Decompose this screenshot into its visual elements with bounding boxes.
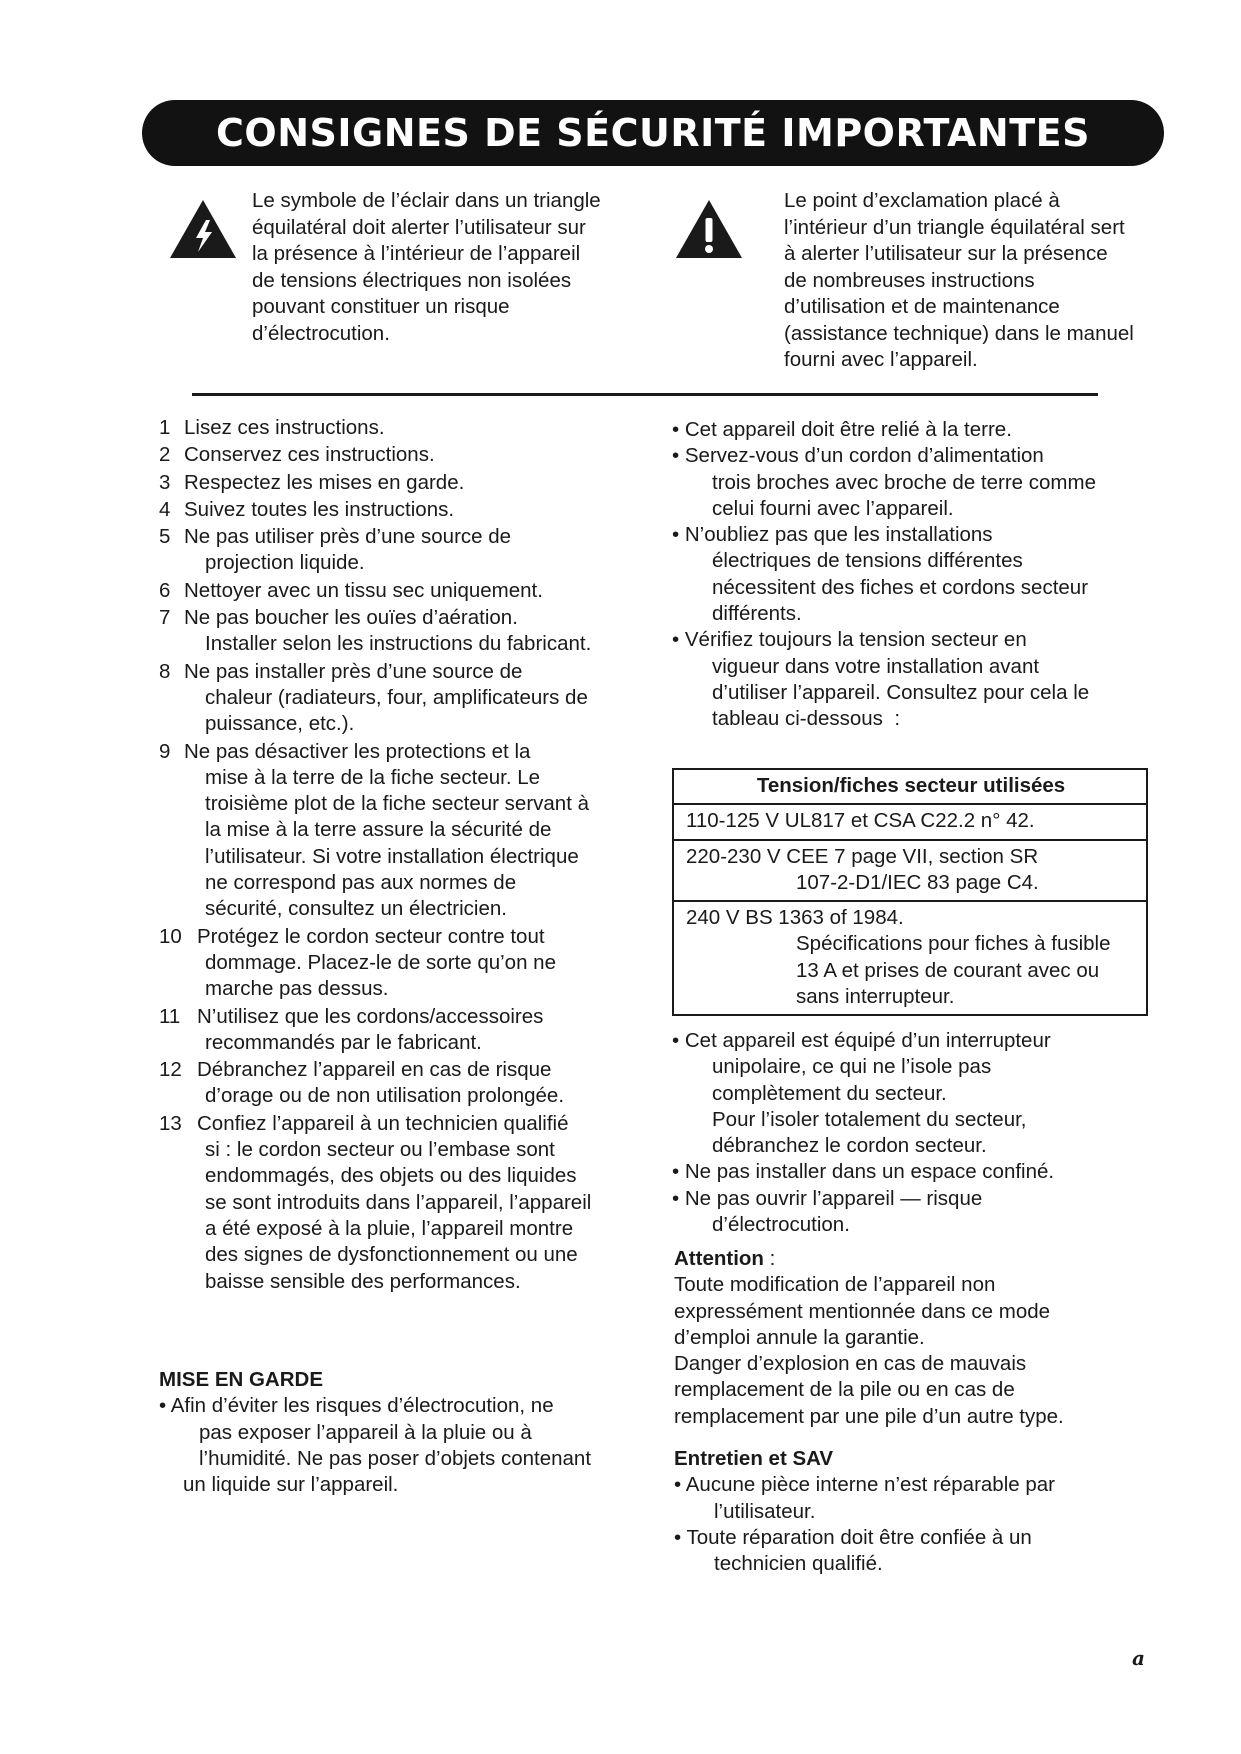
attention-heading: Attention — [674, 1247, 764, 1270]
voltage-spec-detail: 107-2-D1/IEC 83 page C4. — [796, 870, 1039, 894]
voltage-table-row — [673, 840, 1147, 902]
instruction-text: des signes de dysfonctionnement ou une — [205, 1243, 578, 1267]
attention-line: remplacement par une pile d’un autre type. — [674, 1404, 1064, 1428]
bullet-line: électriques de tensions différentes — [712, 549, 1023, 573]
bullet-line: • Vérifiez toujours la tension secteur en — [672, 628, 1027, 652]
instruction-line — [159, 817, 639, 843]
instruction-text: sécurité, consultez un électricien. — [205, 897, 507, 921]
attention-section — [674, 1246, 1154, 1430]
instruction-line — [159, 1083, 639, 1109]
instruction-number: 11 — [159, 1004, 181, 1028]
instruction-item — [159, 415, 639, 441]
bullet-line: nécessitent des fiches et cordons secteur — [712, 575, 1089, 599]
voltage-spec: 220-230 V CEE 7 page VII, section SR — [686, 844, 1039, 868]
instruction-line — [159, 1216, 639, 1242]
instruction-line — [159, 659, 639, 685]
attention-colon: : — [763, 1247, 776, 1270]
instruction-text: Ne pas utiliser près d’une source de — [184, 525, 512, 549]
instruction-line — [159, 976, 639, 1002]
mise-en-garde-heading: MISE EN GARDE — [159, 1368, 324, 1391]
instruction-item — [159, 470, 639, 496]
instruction-text: projection liquide. — [205, 551, 365, 575]
instruction-number: 8 — [159, 659, 171, 683]
bullet-item — [674, 1525, 1154, 1578]
instruction-line — [159, 1190, 639, 1216]
instruction-line — [159, 1269, 639, 1295]
bullet-line: vigueur dans votre installation avant — [712, 654, 1040, 678]
instruction-line — [159, 578, 639, 604]
instruction-text: baisse sensible des performances. — [205, 1269, 521, 1293]
instruction-text: Confiez l’appareil à un technicien qualifié — [197, 1111, 569, 1135]
instruction-item — [159, 605, 639, 658]
instruction-text: a été exposé à la pluie, l’appareil montre — [205, 1216, 574, 1240]
instruction-item — [159, 442, 639, 468]
instruction-text: Nettoyer avec un tissu sec uniquement. — [184, 578, 543, 602]
entretien-bullets — [674, 1472, 1154, 1577]
bullet-line: différents. — [712, 602, 802, 626]
attention-line: d’emploi annule la garantie. — [674, 1325, 925, 1349]
mise-en-garde-text — [159, 1393, 639, 1498]
instructions-list — [159, 415, 639, 1296]
bullet-line: • Aucune pièce interne n’est réparable par — [674, 1473, 1055, 1497]
section-divider — [192, 393, 1098, 396]
instruction-line — [159, 791, 639, 817]
instruction-text: d’orage ou de non utilisation prolongée. — [205, 1084, 565, 1108]
instruction-text: endommagés, des objets ou des liquides — [205, 1164, 577, 1188]
lightning-triangle-icon — [168, 198, 238, 260]
instruction-number: 5 — [159, 525, 171, 549]
bullet-item — [672, 1028, 1152, 1159]
lightning-warning-text: Le symbole de l’éclair dans un triangle équilatéral doit alerter l’utilisateur sur la présence à l’intérieur de l’appareil de tensions électriques non isolées pouvant constituer un risque d’électrocution. — [252, 189, 601, 345]
voltage-spec: 240 V BS 1363 of 1984. — [686, 906, 904, 930]
bullet-line: • Cet appareil doit être relié à la terre. — [672, 418, 1012, 441]
instruction-line — [159, 497, 639, 523]
instruction-line — [159, 739, 639, 765]
instruction-item — [159, 924, 639, 1003]
instruction-text: Installer selon les instructions du fabricant. — [205, 632, 592, 656]
bullet-line: d’utiliser l’appareil. Consultez pour cela le — [712, 680, 1090, 704]
instruction-text: Lisez ces instructions. — [184, 416, 385, 439]
attention-line: expressément mentionnée dans ce mode — [674, 1299, 1051, 1323]
voltage-spec-detail: 13 A et prises de courant avec ou — [796, 958, 1100, 982]
voltage-table-row — [673, 901, 1147, 1015]
instruction-number: 3 — [159, 470, 171, 494]
mise-en-garde-line: pas exposer l’appareil à la pluie ou à — [199, 1420, 532, 1444]
attention-line: Toute modification de l’appareil non — [674, 1273, 996, 1297]
instruction-number: 6 — [159, 578, 171, 602]
instruction-line — [159, 1004, 639, 1030]
bullet-line: débranchez le cordon secteur. — [712, 1134, 987, 1158]
bullet-item — [672, 522, 1152, 627]
voltage-table-cell — [673, 840, 1147, 902]
instruction-number: 13 — [159, 1111, 182, 1135]
instruction-line — [159, 844, 639, 870]
instruction-item — [159, 659, 639, 738]
bullet-item — [672, 627, 1152, 732]
voltage-table-header: Tension/fiches secteur utilisées — [673, 769, 1147, 804]
instruction-text: Suivez toutes les instructions. — [184, 497, 455, 521]
instruction-text: Protégez le cordon secteur contre tout — [197, 924, 545, 948]
instruction-text: Ne pas désactiver les protections et la — [184, 739, 531, 763]
instruction-line — [159, 524, 639, 550]
voltage-table-cell — [673, 804, 1147, 839]
voltage-spec-detail: sans interrupteur. — [796, 985, 955, 1009]
power-bullets — [672, 417, 1152, 733]
instruction-line — [159, 896, 639, 922]
bullet-line: • Cet appareil est équipé d’un interrupteur — [672, 1029, 1051, 1052]
bullet-item — [674, 1472, 1154, 1525]
voltage-table-cell — [673, 901, 1147, 1015]
instruction-item — [159, 1004, 639, 1057]
instruction-item — [159, 578, 639, 604]
instruction-text: Ne pas installer près d’une source de — [184, 659, 523, 683]
bullet-line: • Servez-vous d’un cordon d’alimentation — [672, 444, 1044, 468]
bullet-item — [672, 417, 1152, 443]
voltage-spec-detail: Spécifications pour fiches à fusible — [796, 932, 1111, 956]
voltage-table-row — [673, 804, 1147, 839]
voltage-spec: 110-125 V UL817 et CSA C22.2 n° 42. — [686, 809, 1035, 833]
bullet-item — [672, 1186, 1152, 1239]
entretien-heading: Entretien et SAV — [674, 1447, 834, 1470]
mise-en-garde-line: un liquide sur l’appareil. — [183, 1473, 399, 1497]
instruction-text: si : le cordon secteur ou l’embase sont — [205, 1138, 555, 1162]
instruction-line — [159, 1030, 639, 1056]
page-mark: a — [1132, 1646, 1145, 1670]
instruction-text: recommandés par le fabricant. — [205, 1030, 482, 1054]
instruction-number: 7 — [159, 606, 171, 630]
instruction-number: 10 — [159, 924, 182, 948]
title-banner — [142, 100, 1164, 166]
instruction-line — [159, 415, 639, 441]
bullet-line: unipolaire, ce qui ne l’isole pas — [712, 1055, 992, 1079]
instruction-item — [159, 1057, 639, 1110]
instruction-line — [159, 765, 639, 791]
voltage-table-header-row — [673, 769, 1147, 804]
bullet-line: celui fourni avec l’appareil. — [712, 496, 954, 520]
bullet-line: • Toute réparation doit être confiée à un — [674, 1525, 1032, 1549]
bullet-line: technicien qualifié. — [714, 1552, 883, 1576]
instruction-text: chaleur (radiateurs, four, amplificateurs de — [205, 685, 588, 709]
instruction-line — [159, 950, 639, 976]
instruction-item — [159, 497, 639, 523]
lightning-warning — [168, 188, 648, 368]
instruction-line — [159, 442, 639, 468]
isolation-bullets — [672, 1028, 1152, 1238]
bullet-line: Pour l’isoler totalement du secteur, — [712, 1107, 1027, 1131]
instruction-number: 9 — [159, 739, 171, 763]
instruction-text: Respectez les mises en garde. — [184, 470, 465, 494]
instruction-text: mise à la terre de la fiche secteur. Le — [205, 765, 541, 789]
mise-en-garde-line: l’humidité. Ne pas poser d’objets contenant — [199, 1446, 592, 1470]
exclamation-triangle-icon — [674, 198, 744, 260]
instruction-text: ne correspond pas aux normes de — [205, 871, 517, 895]
instruction-line — [159, 605, 639, 631]
attention-line: remplacement de la pile ou en cas de — [674, 1378, 1015, 1402]
instruction-item — [159, 739, 639, 923]
exclamation-warning — [674, 188, 1154, 378]
attention-text — [674, 1272, 1154, 1430]
bullet-line: • N’oubliez pas que les installations — [672, 523, 993, 547]
instruction-line — [159, 1111, 639, 1137]
instruction-line — [159, 924, 639, 950]
instruction-line — [159, 550, 639, 576]
instruction-number: 4 — [159, 497, 171, 521]
instruction-text: N’utilisez que les cordons/accessoires — [197, 1004, 544, 1028]
attention-line: Danger d’explosion en cas de mauvais — [674, 1352, 1027, 1376]
instruction-text: Ne pas boucher les ouïes d’aération. — [184, 606, 518, 630]
instruction-text: dommage. Placez-le de sorte qu’on ne — [205, 950, 556, 974]
instruction-line — [159, 1057, 639, 1083]
instruction-text: troisième plot de la fiche secteur servant à — [205, 792, 589, 816]
instruction-text: se sont introduits dans l’appareil, l’appareil — [205, 1190, 592, 1214]
mise-en-garde-line: • Afin d’éviter les risques d’électrocution, ne — [159, 1394, 554, 1418]
instruction-text: Conservez ces instructions. — [184, 443, 435, 467]
instruction-text: l’utilisateur. Si votre installation électrique — [205, 844, 579, 868]
instruction-text: puissance, etc.). — [205, 712, 355, 736]
instruction-line — [159, 1163, 639, 1189]
bullet-line: • Ne pas ouvrir l’appareil — risque — [672, 1186, 983, 1210]
instruction-line — [159, 1137, 639, 1163]
mise-en-garde-section — [159, 1367, 639, 1498]
instruction-line — [159, 470, 639, 496]
instruction-number: 12 — [159, 1058, 182, 1082]
bullet-line: l’utilisateur. — [714, 1499, 816, 1523]
instruction-item — [159, 1111, 639, 1295]
instruction-item — [159, 524, 639, 577]
bullet-line: tableau ci-dessous : — [712, 707, 901, 731]
instruction-text: la mise à la terre assure la sécurité de — [205, 818, 552, 842]
instruction-line — [159, 1242, 639, 1268]
bullet-line: trois broches avec broche de terre comme — [712, 470, 1096, 494]
instruction-line — [159, 631, 639, 657]
instruction-line — [159, 711, 639, 737]
instruction-number: 2 — [159, 443, 171, 467]
bullet-item — [672, 443, 1152, 522]
voltage-table — [672, 768, 1148, 1016]
bullet-item — [672, 1159, 1152, 1185]
instruction-number: 1 — [159, 416, 171, 439]
instruction-line — [159, 870, 639, 896]
instruction-line — [159, 685, 639, 711]
instruction-text: marche pas dessus. — [205, 977, 389, 1001]
bullet-line: complètement du secteur. — [712, 1081, 947, 1105]
entretien-section — [674, 1446, 1154, 1577]
bullet-line: • Ne pas installer dans un espace confiné. — [672, 1160, 1055, 1184]
exclamation-warning-text: Le point d’exclamation placé à l’intérieur d’un triangle équilatéral sert à alerter l’utilisateur sur la présence de nombreuses instructions d’utilisation et de maintenance (assistance technique) dans le manuel fourni avec l’appareil. — [784, 189, 1134, 371]
instruction-text: Débranchez l’appareil en cas de risque — [197, 1058, 552, 1082]
bullet-line: d’électrocution. — [712, 1213, 850, 1237]
page-title: CONSIGNES DE SÉCURITÉ IMPORTANTES — [216, 111, 1090, 155]
